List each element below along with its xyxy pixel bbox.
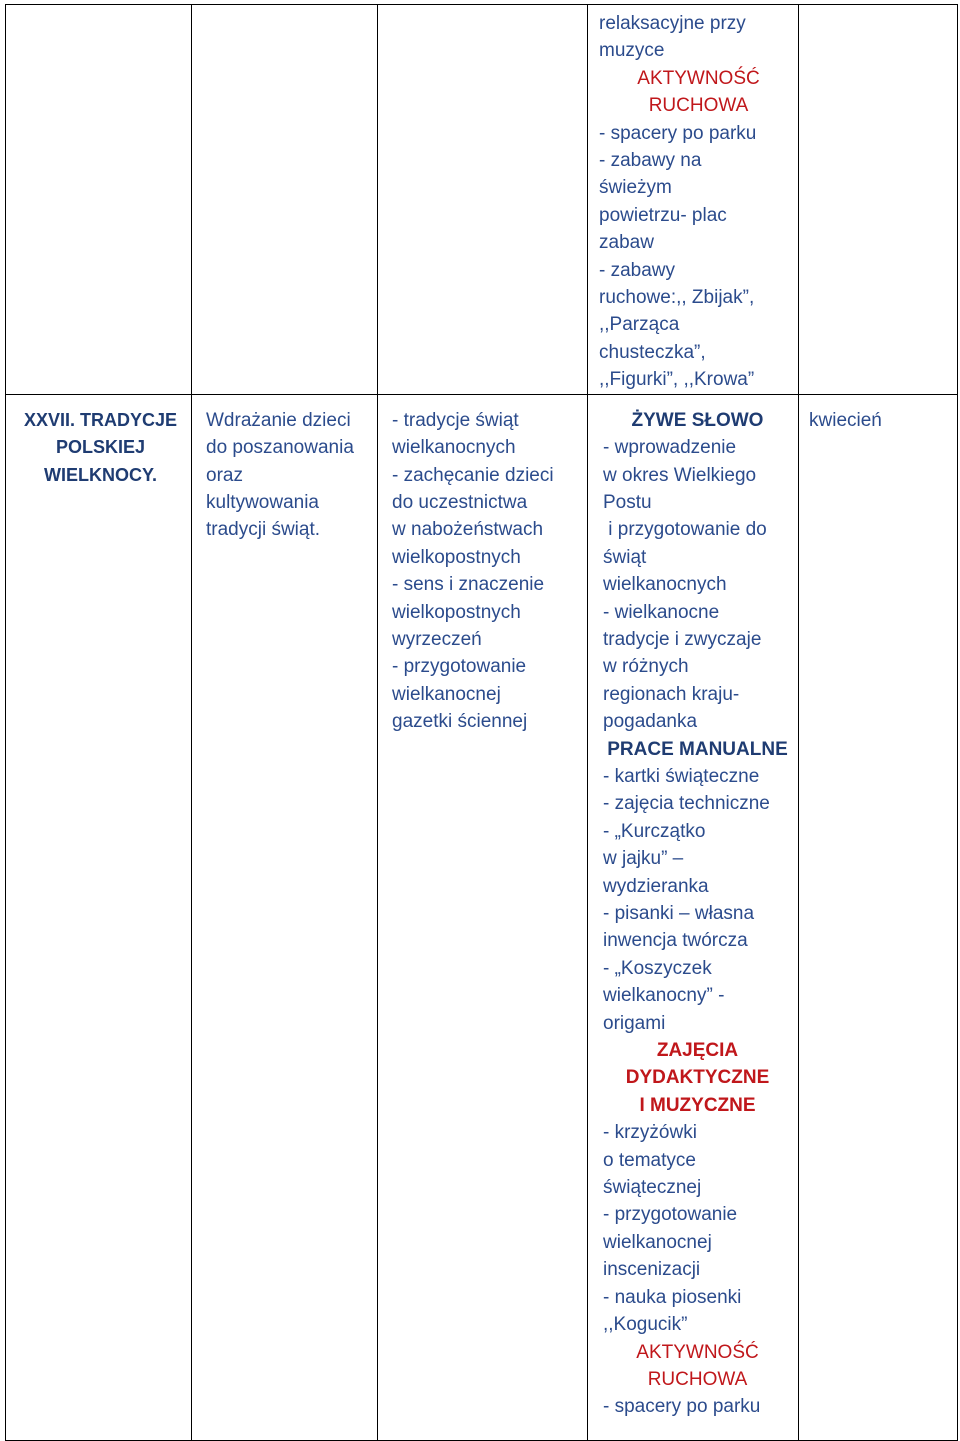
activity-line: świąt (603, 546, 647, 568)
month-cell (799, 394, 958, 1440)
activity-line: w różnych (603, 656, 689, 678)
goal-line: Wdrażanie dzieci (206, 409, 351, 431)
goal-line: do poszanowania (206, 437, 354, 459)
topic-title: XXVII. TRADYCJE (23, 409, 178, 430)
activity-line: wydzieranka (603, 875, 709, 897)
topic-title: WIELKNOCY. (43, 464, 157, 485)
activity-line: pogadanka (603, 711, 698, 733)
activities-continued-text (588, 5, 798, 394)
text-line: - spacery po parku (599, 122, 757, 144)
text-line: - zabawy na (599, 150, 702, 172)
goal-line: tradycji świąt. (206, 519, 321, 541)
topic-title: POLSKIEJ (55, 437, 146, 458)
content-line: do uczestnictwa (392, 491, 528, 513)
content-cell (378, 394, 588, 1440)
content-line: gazetki ściennej (392, 711, 528, 733)
text-line: ,,Parząca (599, 314, 680, 336)
activity-line: wielkanocnych (603, 574, 727, 596)
activity-line: w jajku” – (603, 848, 684, 870)
goal-line: kultywowania (206, 491, 319, 513)
content-line: wielkanocnej (392, 683, 501, 705)
content-line: wielkopostnych (392, 546, 521, 568)
activity-line: i przygotowanie do (603, 519, 767, 541)
text-line: ruchowe:,, Zbijak”, (599, 287, 755, 309)
topic-cell-empty (6, 5, 192, 395)
activity-line: tradycje i zwyczaje (603, 628, 762, 650)
month-label: kwiecień (809, 409, 882, 431)
activity-line: - pisanki – własna (603, 903, 755, 924)
activity-line: - wielkanocne (603, 601, 720, 623)
text-line: powietrzu- plac (599, 204, 727, 226)
content-cell-empty (378, 5, 588, 395)
activity-line: ,,Kogucik” (603, 1314, 688, 1336)
content-line: wielkopostnych (392, 601, 521, 623)
activity-line: o tematyce (603, 1149, 696, 1171)
activity-line: - spacery po parku (603, 1396, 761, 1418)
text-line: - zabawy (599, 259, 676, 281)
content-line: - przygotowanie (392, 656, 527, 678)
activity-line: wielkanocnej (603, 1231, 712, 1253)
activity-line: - krzyżówki (603, 1122, 697, 1144)
content-line: wielkanocnych (392, 437, 516, 459)
section-heading: PRACE MANUALNE (607, 738, 788, 760)
table-row (6, 5, 958, 395)
goal-cell (192, 394, 378, 1440)
section-heading: DYDAKTYCZNE (625, 1067, 770, 1089)
section-heading: ZAJĘCIA (656, 1040, 739, 1062)
content-line: w nabożeństwach (392, 519, 544, 541)
section-heading: RUCHOWA (648, 95, 749, 117)
activity-line: - wprowadzenie (603, 437, 737, 459)
activity-line: - przygotowanie (603, 1204, 738, 1226)
goal-cell-empty (192, 5, 378, 395)
section-heading: AKTYWNOŚĆ (636, 1341, 759, 1363)
topic-cell (6, 394, 192, 1440)
activity-line: - nauka piosenki (603, 1286, 742, 1308)
content-line: - zachęcanie dzieci (392, 464, 554, 486)
text-line: relaksacyjne przy (599, 13, 746, 34)
curriculum-table (5, 4, 958, 1441)
month-cell-empty (799, 5, 958, 395)
goal-line: oraz (206, 464, 243, 486)
activity-line: inwencja twórcza (603, 930, 748, 952)
content-line: - tradycje świąt (392, 409, 519, 431)
activity-line: wielkanocny” - (603, 985, 725, 1007)
activities-cell (588, 394, 799, 1440)
activity-line: regionach kraju- (603, 683, 740, 705)
activity-line: - zajęcia techniczne (603, 793, 770, 815)
activity-line: Postu (603, 491, 652, 513)
activity-line: - „Koszyczek (603, 957, 712, 979)
text-line: zabaw (599, 232, 654, 254)
activity-line: - „Kurczątko (603, 820, 706, 842)
section-heading: I MUZYCZNE (639, 1094, 756, 1116)
activity-line: w okres Wielkiego (603, 464, 757, 486)
content-line: - sens i znaczenie (392, 574, 545, 596)
activity-line: origami (603, 1012, 666, 1034)
section-heading: ŻYWE SŁOWO (631, 409, 764, 431)
text-line: muzyce (599, 40, 665, 62)
table-row (6, 394, 958, 1440)
text-line: świeżym (599, 177, 672, 199)
text-line: ,,Figurki”, ,,Krowa” (599, 369, 755, 391)
activity-line: świątecznej (603, 1177, 702, 1199)
text-line: chusteczka”, (599, 341, 706, 363)
activity-line: - kartki świąteczne (603, 765, 760, 787)
section-heading: AKTYWNOŚĆ (637, 67, 760, 89)
activity-line: inscenizacji (603, 1259, 701, 1281)
activities-cell-continued (588, 5, 799, 395)
content-line: wyrzeczeń (392, 628, 482, 650)
section-heading: RUCHOWA (647, 1368, 748, 1390)
